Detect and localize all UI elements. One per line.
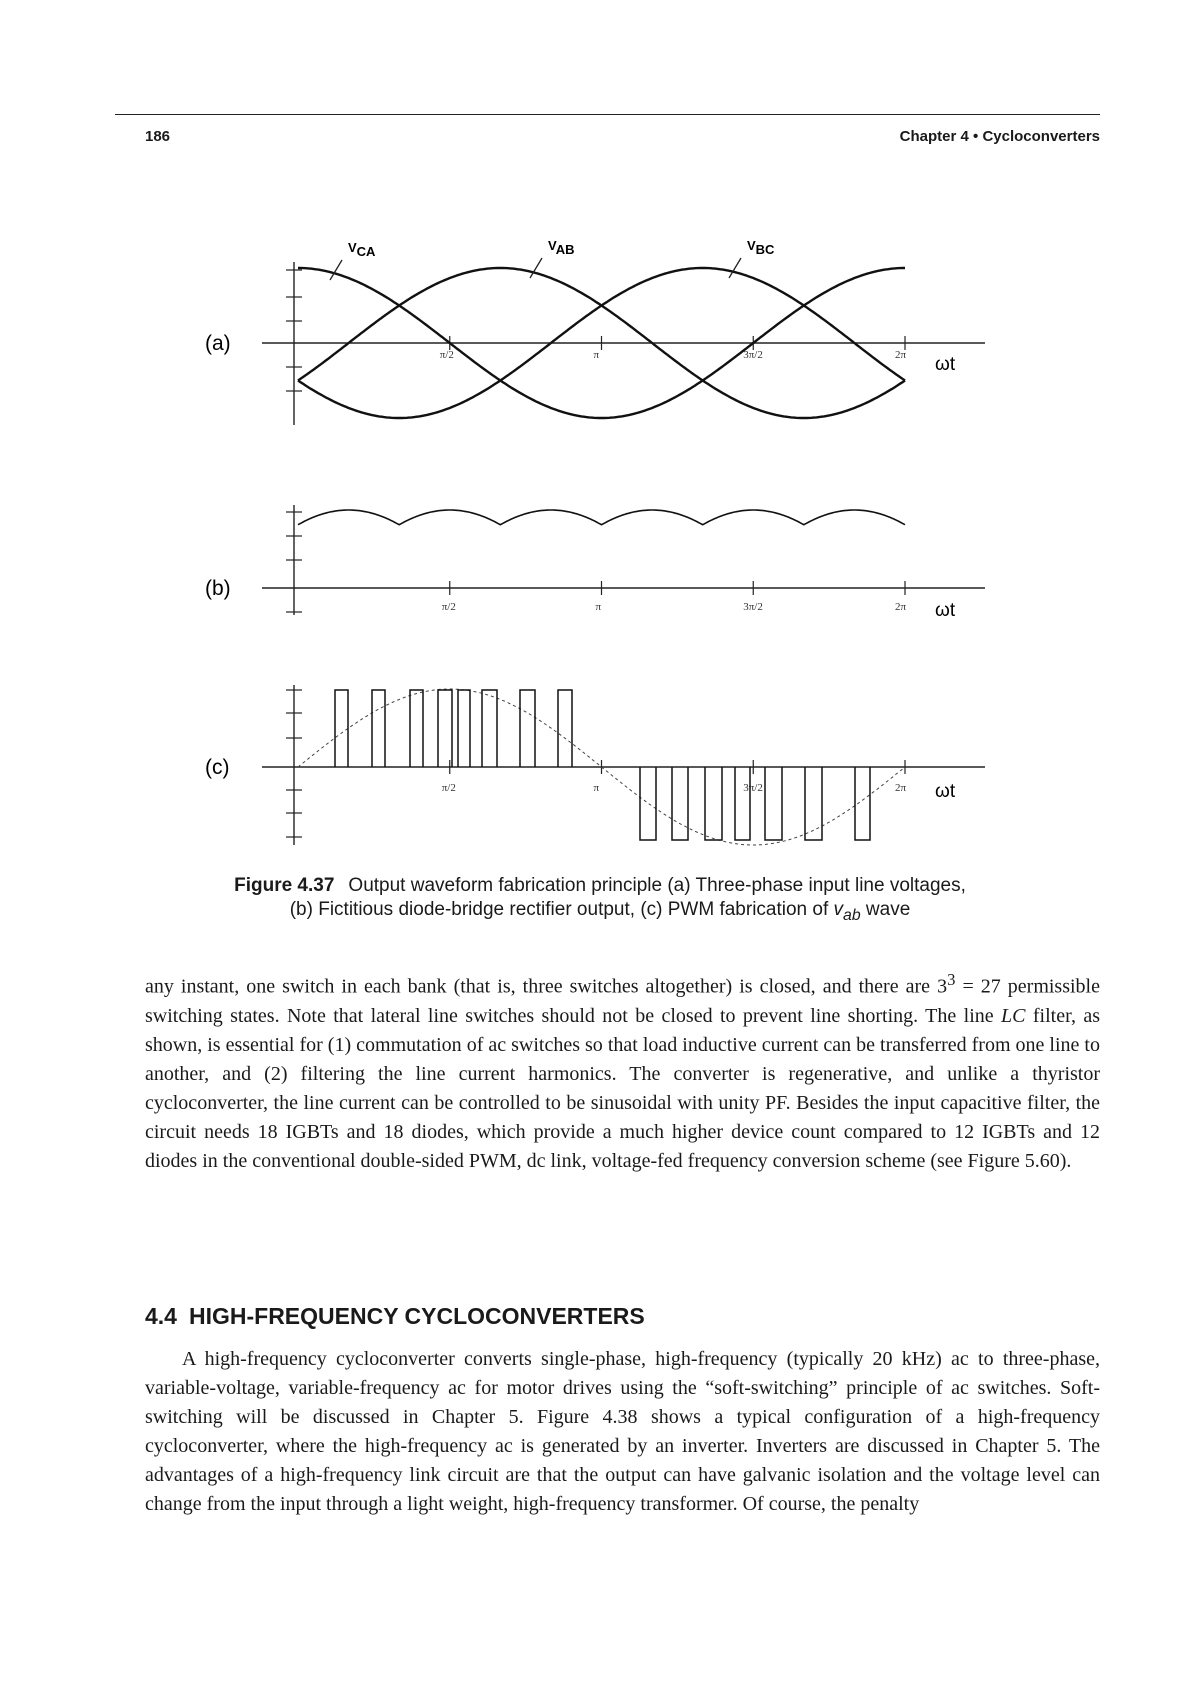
panel-a: [205, 238, 985, 425]
pwm-pulse-negative: [805, 767, 822, 840]
axis-label-wt: ωt: [935, 354, 956, 375]
pwm-pulse-positive: [438, 690, 452, 767]
signal-subscript: BC: [755, 242, 775, 257]
caption-line-2: [150, 898, 1050, 928]
paragraph-2: [145, 1345, 1100, 1519]
pwm-pulse-positive: [372, 690, 385, 767]
x-tick-label: 2π: [895, 601, 907, 613]
pwm-pulse-negative: [672, 767, 688, 840]
signal-label-vca: [348, 240, 376, 259]
pwm-pulse-negative: [640, 767, 656, 840]
section-title: HIGH-FREQUENCY CYCLOCONVERTERS: [188, 1303, 645, 1329]
x-tick-label: π: [593, 782, 600, 794]
pointer-arrow: [729, 258, 741, 278]
signal-v: V: [348, 240, 357, 255]
pwm-pulse-negative: [765, 767, 782, 840]
running-head: Chapter 4 • Cycloconverters: [899, 128, 1100, 145]
x-tick-label: 2π: [895, 782, 907, 794]
x-tick-label: 3π/2: [743, 782, 763, 794]
panel-c: [205, 685, 985, 845]
panel-label: (c): [205, 756, 230, 779]
signal-subscript: CA: [356, 244, 376, 259]
lc-filter-term: LC: [1001, 1004, 1026, 1027]
exp-base: 3: [937, 975, 948, 998]
x-tick-label: 2π: [895, 349, 907, 361]
signal-v: V: [548, 238, 556, 253]
signal-v: V: [747, 238, 756, 253]
axis-label-wt: ωt: [935, 600, 956, 621]
x-tick-label: π: [593, 349, 600, 361]
signal-subscript: AB: [555, 242, 575, 257]
pwm-pulse-positive: [558, 690, 572, 767]
caption-v: v: [833, 899, 844, 920]
paragraph-2-text: A high-frequency cycloconverter converts single-phase, high-frequency (typically 20 kHz) ac to three-phase, variable-voltage, variable-frequency ac for motor drives using the “soft-switching” principle of ac switches. Soft-switching will be discussed in Chapter 5. Figure 4.38 shows a typical configuration of a high-frequency cycloconverter, where the high-frequency ac is generated by an inverter. Inverters are discussed in Chapter 5. The advantages of a high-frequency link circuit are that the output can have galvanic isolation and the voltage level can change from the input through a light weight, high-frequency transformer. Of course, the penalty: [145, 1348, 1100, 1515]
x-tick-label: π/2: [441, 601, 456, 613]
panel-b: [205, 505, 985, 621]
section-heading: [145, 1303, 657, 1330]
section-number: 4.4: [145, 1303, 177, 1329]
signal-label-vab: [548, 238, 575, 257]
x-tick-label: 3π/2: [743, 601, 763, 613]
pointer-arrow: [330, 260, 342, 280]
caption-line-2-end: wave: [860, 899, 911, 920]
pwm-pulse-negative: [705, 767, 722, 840]
x-tick-label: π/2: [441, 782, 456, 794]
caption-sub: ab: [843, 906, 861, 924]
pwm-pulse-positive: [410, 690, 423, 767]
panel-label: (a): [205, 332, 231, 355]
paragraph-1: [145, 965, 1100, 1176]
caption-number: Figure 4.37: [234, 875, 335, 896]
pwm-pulse-positive: [520, 690, 535, 767]
paragraph-1-part-a: any instant, one switch in each bank (that is, three switches altogether) is closed, and there are: [145, 975, 938, 998]
rectifier-output-curve: [298, 510, 905, 525]
exp-power: 3: [947, 970, 956, 989]
figure-caption: [150, 874, 1050, 928]
caption-line-2-text: (b) Fictitious diode-bridge rectifier output, (c) PWM fabrication of: [289, 899, 834, 920]
x-tick-label: π: [595, 601, 602, 613]
pwm-pulse-negative: [735, 767, 750, 840]
x-tick-label: π/2: [439, 349, 454, 361]
panel-label: (b): [205, 577, 231, 600]
pwm-pulse-positive: [458, 690, 470, 767]
axis-label-wt: ωt: [935, 781, 956, 802]
x-tick-label: 3π/2: [743, 349, 763, 361]
signal-label-vbc: [747, 238, 775, 257]
pwm-pulse-positive: [482, 690, 497, 767]
pwm-pulse-positive: [335, 690, 348, 767]
caption-line-1: Output waveform fabrication principle (a) Three-phase input line voltages,: [348, 875, 966, 896]
paragraph-1-part-c: filter, as shown, is essential for (1) commutation of ac switches so that load inductive current can be transferred from one line to another, and (2) filtering the line current harmonics. The converter is regenerative, and unlike a thyristor cycloconverter, the line current can be controlled to be sinusoidal with unity PF. Besides the input capacitive filter, the circuit needs 18 IGBTs and 18 diodes, which provide a much higher device count compared to 12 IGBTs and 12 diodes in the conventional double-sided PWM, dc link, voltage-fed frequency conversion scheme (see Figure 5.60).: [145, 1004, 1100, 1172]
page-number: 186: [145, 128, 171, 145]
paragraph-1-part-b: = 27 permissible switching states. Note that lateral line switches should not be closed to prevent line shorting. The line: [145, 975, 1100, 1027]
